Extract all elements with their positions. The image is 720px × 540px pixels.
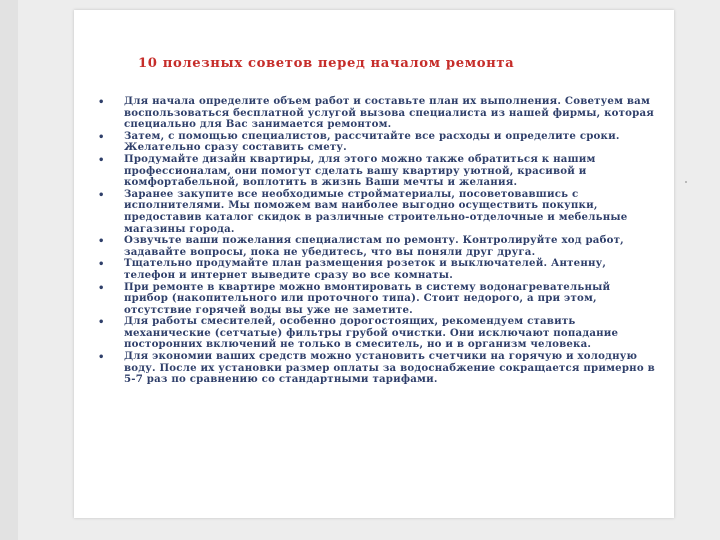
tip-item: [98, 316, 658, 351]
tip-text: Заранее закупите все необходимые стройматериалы, посоветовавшись с исполнителями. Мы поможем вам наиболее выгодно осуществить покупки, предоставив каталог скидок в различные строительно-отделочные и мебельные магазины города.: [124, 187, 628, 235]
tip-text: Тщательно продумайте план размещения розеток и выключателей. Антенну, телефон и интернет выведите сразу во все комнаты.: [124, 257, 607, 281]
bullet-icon: •: [98, 317, 105, 329]
tip-text: Затем, с помощью специалистов, рассчитайте все расходы и определите сроки. Желательно сразу составить смету.: [124, 129, 620, 154]
bullet-icon: •: [98, 259, 105, 271]
tip-text: Для экономии ваших средств можно установить счетчики на горячую и холодную воду. После их установки размер оплаты за водоснабжение сокращается примерно в 5-7 раз по сравнению со стандартными тарифами.: [124, 350, 655, 386]
tip-item: [98, 351, 658, 386]
document-sheet: [74, 10, 674, 518]
bullet-icon: •: [98, 236, 105, 248]
scan-speck: [685, 181, 687, 183]
tip-text: Озвучьте ваши пожелания специалистам по ремонту. Контролируйте ход работ, задавайте вопросы, пока не убедитесь, что вы поняли друг друга.: [124, 234, 624, 258]
left-edge-bar: [0, 0, 18, 540]
tips-list: [98, 96, 658, 386]
document-title: 10 полезных советов перед началом ремонта: [138, 56, 515, 71]
tip-item: [98, 154, 658, 189]
tip-text: При ремонте в квартире можно вмонтировать в систему водонагревательный прибор (накопительного или проточного типа). Стоит недорого, а при этом, отсутствие горячей воды вы уже не заметите.: [124, 280, 611, 316]
tip-item: [98, 96, 658, 131]
tip-item: [98, 131, 658, 154]
bullet-icon: •: [98, 352, 105, 364]
bullet-icon: •: [98, 131, 105, 143]
bullet-icon: •: [98, 97, 105, 108]
bullet-icon: •: [98, 189, 105, 201]
bullet-icon: •: [98, 154, 105, 166]
bullet-icon: •: [98, 282, 105, 294]
tip-item: [98, 189, 658, 235]
tip-text: Для начала определите объем работ и составьте план их выполнения. Советуем вам воспользоваться бесплатной услугой вызова специалиста из нашей фирмы, которая специально для Вас занимается ремонтом.: [124, 95, 655, 131]
tip-item: [98, 235, 658, 258]
tip-item: [98, 258, 658, 281]
tip-text: Продумайте дизайн квартиры, для этого можно также обратиться к нашим профессионалам, они помогут сделать вашу квартиру уютной, красивой и комфортабельной, воплотить в жизнь Ваши мечты и желания.: [124, 152, 596, 189]
tip-item: [98, 282, 658, 317]
tip-text: Для работы смесителей, особенно дорогостоящих, рекомендуем ставить механические (сетчатые) фильтры грубой очистки. Они исключают попадание посторонних включений не только в смеситель, но и в организм человека.: [124, 315, 619, 351]
